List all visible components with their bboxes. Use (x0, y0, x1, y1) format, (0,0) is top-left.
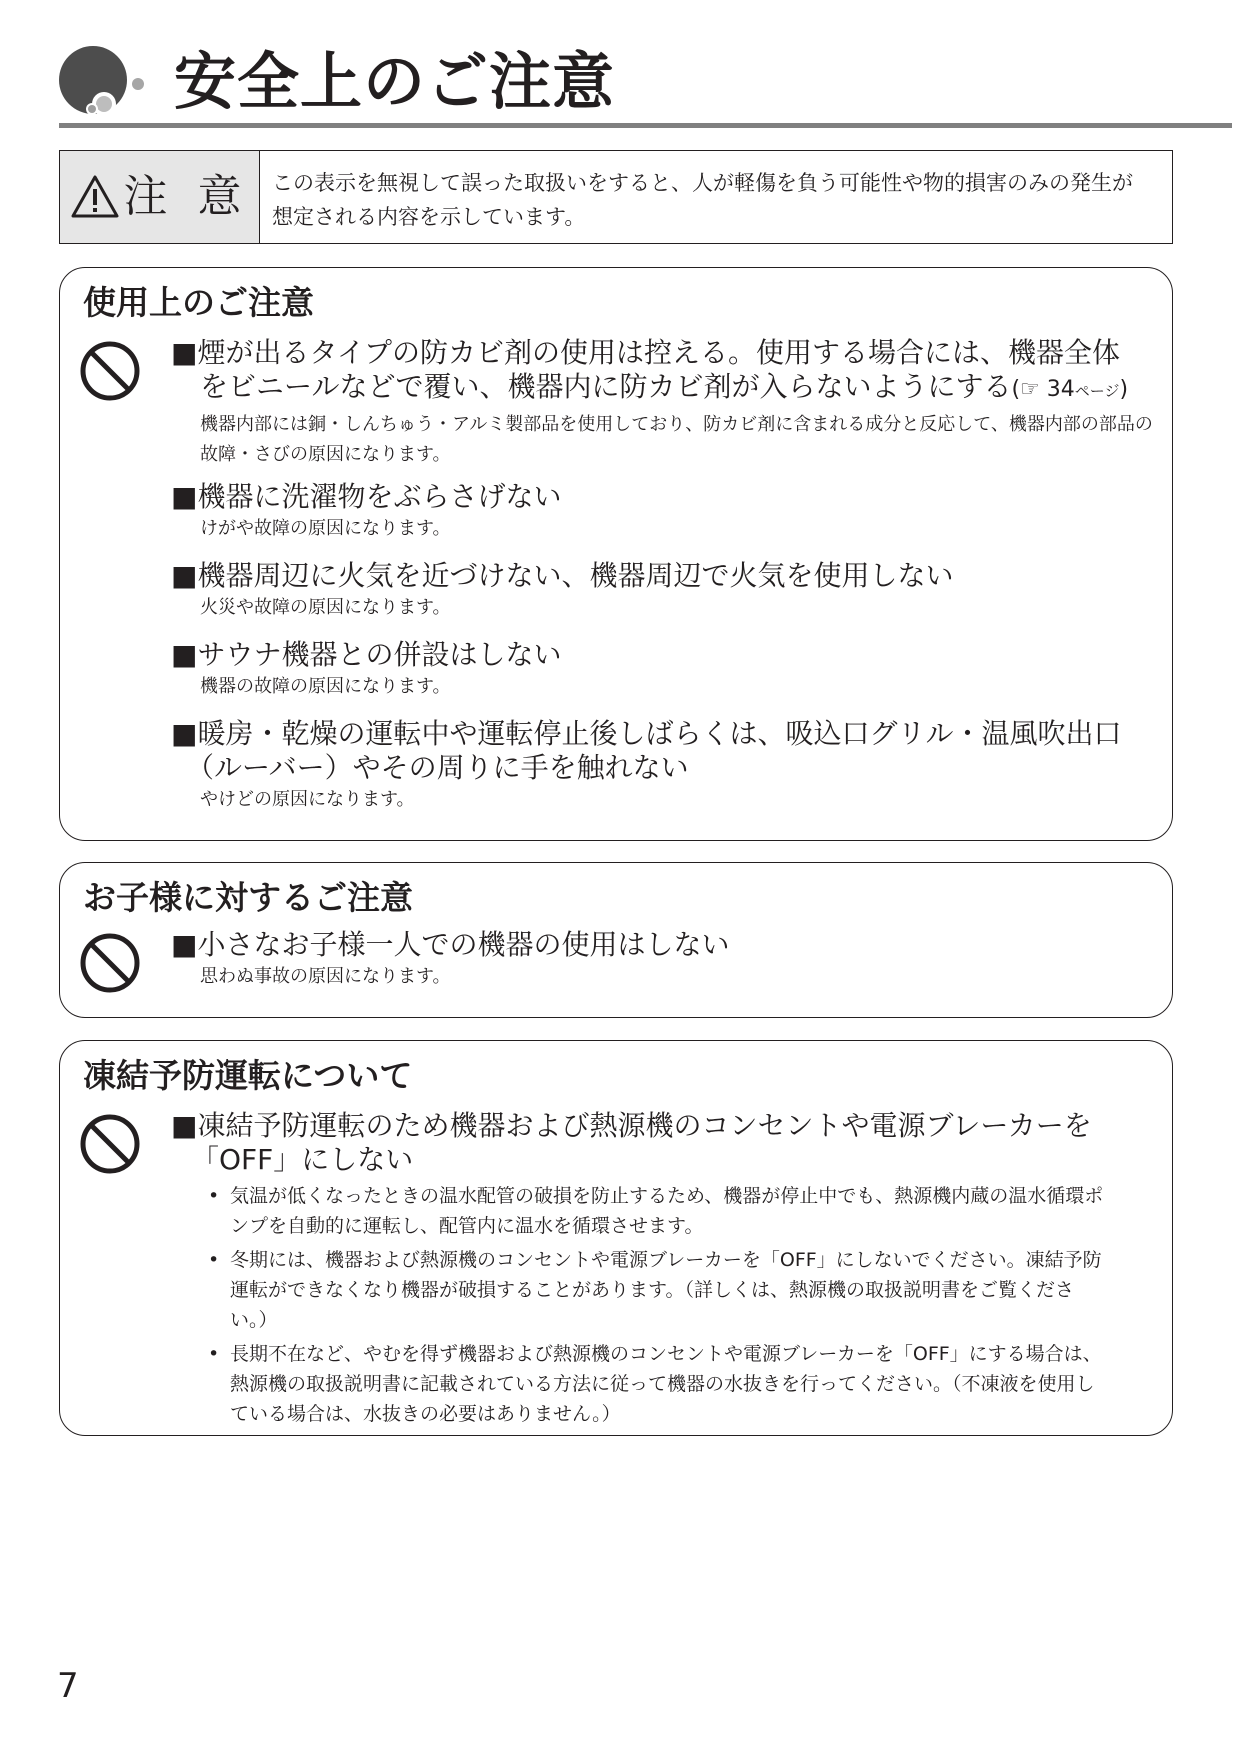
caution-legend (59, 150, 1173, 244)
caution-heading: ■煙が出るタイプの防カビ剤の使用は控える。使用する場合には、機器全体 をビニールなどで覆い、機器内に防カビ剤が入らないようにする(☞ 34ページ) (171, 336, 1129, 403)
caution-note: 機器内部には銅・しんちゅう・アルミ製部品を使用しており、防カビ剤に含まれる成分と反応して、機器内部の部品の故障・さびの原因になります。 (200, 414, 1153, 465)
caution-heading: ■凍結予防運転のため機器および熱源機のコンセントや電源ブレーカーを 「OFF」にしない (171, 1109, 1092, 1176)
section-usage-cautions (59, 267, 1173, 841)
list-item: • 長期不在など、やむを得ず機器および熱源機のコンセントや電源ブレーカーを「OFF」にする場合は、熱源機の取扱説明書に記載されている方法に従って機器の水抜きを行ってください。（不凍液を使用している場合は、水抜きの必要はありません。） (200, 1339, 1111, 1429)
caution-item (171, 336, 1161, 470)
caution-note: けがや故障の原因になります。 (200, 518, 451, 539)
caution-item (171, 638, 1161, 702)
caution-label: 注 意 (123, 171, 250, 222)
caution-item (171, 717, 1161, 815)
list-item: • 冬期には、機器および熱源機のコンセントや電源ブレーカーを「OFF」にしないでください。凍結予防運転ができなくなり機器が破損することがあります。（詳しくは、熱源機の取扱説明書をご覧ください。） (200, 1245, 1111, 1335)
prohibition-icon (79, 1113, 141, 1175)
bullet-list (171, 1181, 1111, 1429)
section-title: 使用上のご注意 (83, 283, 314, 322)
section-title: お子様に対するご注意 (83, 878, 413, 917)
page-reference: (☞ 34ページ) (1011, 377, 1129, 402)
caution-item (171, 928, 1161, 992)
caution-note: 思わぬ事故の原因になります。 (200, 966, 451, 987)
caution-note: 機器の故障の原因になります。 (200, 676, 451, 697)
caution-label-box (60, 151, 260, 243)
caution-heading: ■機器に洗濯物をぶらさげない (171, 480, 562, 513)
caution-heading: ■暖房・乾燥の運転中や運転停止後しばらくは、吸込口グリル・温風吹出口 （ルーバー）やその周りに手を触れない (171, 717, 1122, 784)
page-title: 安全上のご注意 (174, 45, 616, 118)
page-number: 7 (57, 1666, 79, 1706)
warning-triangle-icon (70, 174, 120, 220)
caution-description: この表示を無視して誤った取扱いをすると、人が軽傷を負う可能性や物的損害のみの発生が想定される内容を示しています。 (272, 171, 1133, 229)
section-title: 凍結予防運転について (83, 1056, 413, 1095)
caution-heading: ■機器周辺に火気を近づけない、機器周辺で火気を使用しない (171, 559, 954, 592)
caution-item (171, 480, 1161, 544)
page-header (59, 40, 1232, 132)
caution-item (171, 559, 1161, 623)
caution-heading: ■サウナ機器との併設はしない (171, 638, 562, 671)
section-freeze-prevention (59, 1040, 1173, 1436)
caution-heading: ■小さなお子様一人での機器の使用はしない (171, 928, 730, 961)
header-divider (59, 123, 1232, 128)
list-item: • 気温が低くなったときの温水配管の破損を防止するため、機器が停止中でも、熱源機内蔵の温水循環ポンプを自動的に運転し、配管内に温水を循環させます。 (200, 1181, 1111, 1241)
caution-note: 火災や故障の原因になります。 (200, 597, 451, 618)
prohibition-icon (79, 340, 141, 402)
caution-item (171, 1109, 1161, 1433)
section-children-cautions (59, 862, 1173, 1018)
caution-note: やけどの原因になります。 (200, 789, 415, 810)
prohibition-icon (79, 932, 141, 994)
title-dots-icon (59, 42, 149, 122)
